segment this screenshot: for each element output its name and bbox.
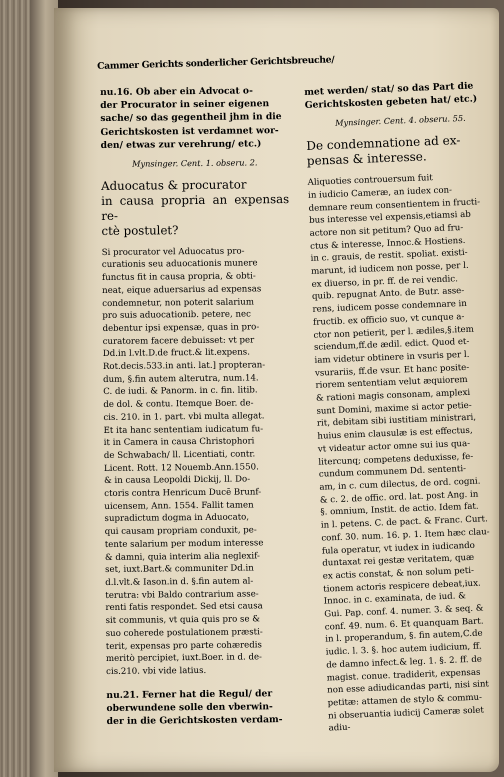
right-latin-title: De condemnatione ad ex- pensas & interesse. <box>306 133 461 169</box>
left-latin-title: Aduocatus & procurator in causa propria an expensas re- ctè postulet? <box>100 177 290 238</box>
left-column <box>100 84 295 728</box>
left-german-heading: nu.16. Ob aber ein Advocat o- der Procurator in seiner eigenen sache/ so das gegentheil jhm in die Gerichtskosten ist verdamnet wor- den/ etwas zur verehrung/ etc.) <box>100 85 282 151</box>
right-citation: Mynsinger. Cent. 4. obseru. 55. <box>334 113 466 129</box>
right-german-heading: met werden/ stat/ so das Part die Gerichtskosten gebeten hat/ etc.) <box>304 80 478 112</box>
right-column <box>304 79 504 736</box>
right-body-text: Aliquoties controuersum fuit in iudicio Cameræ, an iudex con- demnare reum consentientem in fructi- bus interesse vel expensis,etiamsi ab actore non sit petitum? Quo ad fru- ctus & interesse, Innoc.& Hostiens. in c. grauis, de restit. spoliat. existi- marunt, id iudicem non posse, per l. ex diuerso, in pr. ff. de rei vendic. quib. repugnat Anto. de Butr. asse- rens, iudicem posse condemnare in fructib. ex officio suo, vt cunque a- ctor non petierit, per l. ædiles,§.item sciendum,ff.de ædil. edict. Quod et- iam videtur obtinere in vsuris per l. vsurariis, ff.de vsur. Et hanc posite- riorem sententiam velut æquiorem & rationi magis consonam, amplexi sunt Domini, maxime si actor petie- rit, debitam sibi iustitiam ministrari, huius enim clausulæ is est effectus, vt videatur actor omne sui ius qua- litercunq; competens deduxisse, fe- cundum communem Dd. sententi- am, in c. cum dilectus, de ord. cogni. & c. 2. de offic. ord. lat. post Ang. in §. omnium, Instit. de actio. Idem fat. in l. petens. C. de pact. & Franc. Curt. conf. 30. num. 16. p. 1. Item hæc clau- fula operatur, vt iudex in iudicando duntaxat rei gestæ veritatem, quæ ex actis constat, & non solum peti- tionem actoris respicere debeat,iux. Innoc. in c. examinata, de iud. & Gui. Pap. conf. 4. numer. 3. & seq. & conf. 49. num. 6. Et quanquam Bart. in l. properandum, §. fin autem,C.de iudic. l. 3. §. hoc autem iudicium, ff. de damno infect.& leg. 1. §. 2. ff. de magist. conue. tradiderit, expensas non esse adiudicandas parti, nisi sint petitæ: attamen de stylo & commu- ni obseruantia iudicij Cameræ solet adiu- <box>307 173 490 734</box>
left-closing-german: nu.21. Ferner hat die Regul/ der oberwundene solle den vberwin- der in die Gerichtskosten verdam- <box>106 687 283 727</box>
left-body-text: Si procurator vel Aduocatus pro- curationis seu aduocationis munere functus fit in causa propria, & obti- neat, eique aduersarius ad expensas condemnetur, non poterit salarium pro suis aduocationib. petere, nec debentur ipsi expensæ, quas in pro- curatorem facere debuisset: vt per Dd.in l.vlt.D.de fruct.& lit.expens. Rot.decis.533.in anti. lat.] propteran- dum, §.fin autem alterutra, num.14. C. de iudi. & Panorm. in c. fin. litib. de dol. & contu. Itemque Boer. de- cis. 210. in 1. part. vbi multa allegat. Et ita hanc sententiam iudicatum fu- it in Camera in causa Christophori de Schwabach/ ll. Licentiati, contr. Licent. Rott. 12 Nouemb.Ann.1550. & in causa Leopoldi Dickij, ll. Do- ctoris contra Henricum Ducē Brunf- uicensem, Ann. 1554. Fallit tamen supradictum dogma in Aduocato, qui causam propriam conduxit, pe- tente salarium per modum interesse & damni, quia interim alia neglexif- set, iuxt.Bart.& communiter Dd.in d.l.vlt.& Iason.in d. §.fin autem al- terutra: vbi Baldo contrarium asse- renti fatis respondet. Sed etsi causa sit communis, vt quia quis pro se & suo coherede postulationem præsti- terit, expensas pro parte cohæredis meritò percipiet, iuxt.Boer. in d. de- cis.210. vbi vide latius. <box>101 246 266 677</box>
running-head: Cammer Gerichts sonderlicher Gerichtsbreuche/ <box>97 54 335 72</box>
left-citation: Mynsinger. Cent. 1. obseru. 2. <box>132 157 258 169</box>
